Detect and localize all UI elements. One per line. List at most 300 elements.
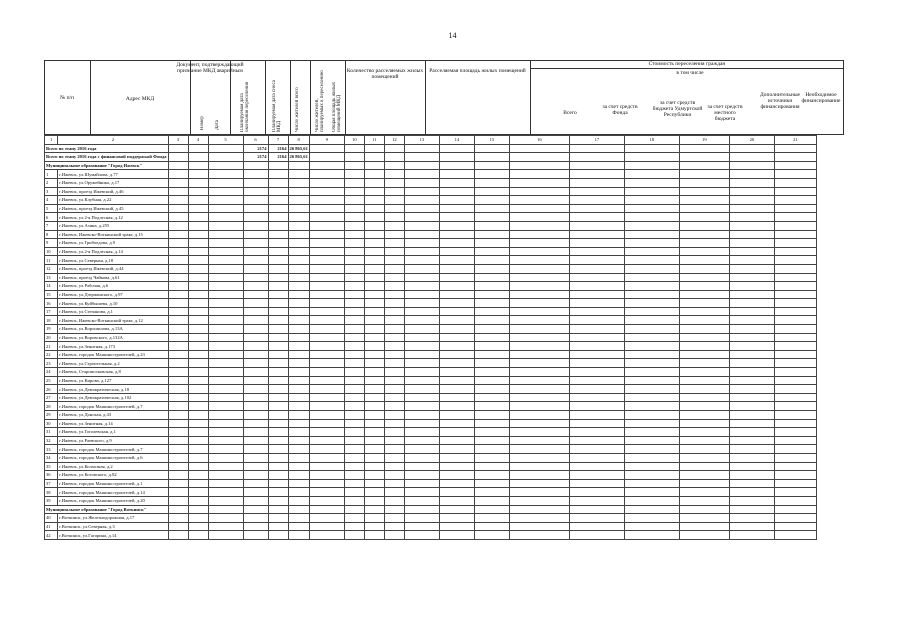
- table-cell: [439, 350, 474, 359]
- table-cell: [188, 213, 208, 222]
- header-cost-fund: за счет средств Фонда: [602, 104, 638, 116]
- table-cell: [624, 385, 679, 394]
- table-cell: [288, 290, 309, 299]
- table-cell: [288, 170, 309, 179]
- table-cell: [404, 496, 439, 505]
- table-cell: [474, 221, 509, 230]
- table-cell: [344, 411, 364, 420]
- row-address: г.Ижевск, ул.Воровского, д.132А: [58, 333, 168, 342]
- table-row: [45, 462, 817, 471]
- table-cell: [474, 316, 509, 325]
- table-cell: [774, 496, 816, 505]
- table-cell: [168, 213, 188, 222]
- row-number: 33: [45, 445, 58, 454]
- table-cell: [679, 479, 729, 488]
- table-cell: [569, 436, 624, 445]
- row-number: 23: [45, 359, 58, 368]
- table-cell: [774, 221, 816, 230]
- table-cell: [344, 505, 364, 514]
- table-cell: [384, 505, 404, 514]
- table-cell: [168, 359, 188, 368]
- table-cell: [474, 239, 509, 248]
- table-cell: [624, 221, 679, 230]
- table-cell: [384, 462, 404, 471]
- table-cell: [384, 204, 404, 213]
- table-cell: [729, 213, 774, 222]
- table-cell: [474, 385, 509, 394]
- table-cell: [243, 445, 268, 454]
- table-cell: [404, 342, 439, 351]
- table-cell: [679, 376, 729, 385]
- table-row: [45, 514, 817, 523]
- column-number: 14: [439, 136, 474, 145]
- table-cell: [243, 239, 268, 248]
- table-cell: [774, 428, 816, 437]
- table-cell: [439, 144, 474, 153]
- row-number: 32: [45, 436, 58, 445]
- table-cell: [168, 239, 188, 248]
- table-cell: 2164: [268, 144, 288, 153]
- table-cell: [384, 514, 404, 523]
- table-cell: [679, 436, 729, 445]
- table-cell: [624, 376, 679, 385]
- table-cell: [509, 273, 569, 282]
- table-cell: [729, 393, 774, 402]
- table-cell: [208, 196, 243, 205]
- table-cell: [208, 307, 243, 316]
- table-cell: [439, 170, 474, 179]
- table-cell: [439, 307, 474, 316]
- table-cell: [188, 239, 208, 248]
- row-number: 20: [45, 333, 58, 342]
- table-cell: [384, 531, 404, 540]
- table-cell: [569, 178, 624, 187]
- table-cell: [509, 325, 569, 334]
- table-cell: [774, 479, 816, 488]
- total-row: [45, 153, 817, 162]
- table-cell: [474, 428, 509, 437]
- table-cell: [624, 144, 679, 153]
- row-number: 38: [45, 488, 58, 497]
- table-row: [45, 196, 817, 205]
- header-planned-demolition: Планируемая дата сноса МКД: [272, 79, 282, 132]
- table-cell: [344, 221, 364, 230]
- table-cell: [509, 144, 569, 153]
- table-cell: [404, 187, 439, 196]
- table-cell: [309, 505, 344, 514]
- table-cell: [208, 221, 243, 230]
- table-cell: [344, 230, 364, 239]
- table-cell: [404, 290, 439, 299]
- table-cell: [729, 428, 774, 437]
- table-cell: [679, 505, 729, 514]
- table-cell: [168, 299, 188, 308]
- table-cell: [509, 333, 569, 342]
- table-cell: [509, 247, 569, 256]
- table-cell: [309, 256, 344, 265]
- table-row: [45, 411, 817, 420]
- table-cell: [474, 153, 509, 162]
- row-number: 6: [45, 213, 58, 222]
- table-cell: [774, 170, 816, 179]
- table-cell: [729, 178, 774, 187]
- table-cell: [188, 428, 208, 437]
- table-cell: [364, 496, 384, 505]
- table-cell: [679, 204, 729, 213]
- header-total-area: Общая площадь жилых помещений МКД: [332, 81, 342, 132]
- table-cell: [404, 170, 439, 179]
- table-cell: [404, 514, 439, 523]
- table-cell: [344, 196, 364, 205]
- row-number: 42: [45, 531, 58, 540]
- table-cell: [474, 290, 509, 299]
- table-cell: [404, 264, 439, 273]
- row-number: 29: [45, 411, 58, 420]
- row-number: 1: [45, 170, 58, 179]
- table-cell: [364, 256, 384, 265]
- table-cell: [288, 385, 309, 394]
- table-cell: [364, 239, 384, 248]
- table-cell: [774, 264, 816, 273]
- table-cell: [168, 496, 188, 505]
- table-cell: [569, 531, 624, 540]
- table-cell: [243, 273, 268, 282]
- row-number: 34: [45, 453, 58, 462]
- table-cell: [474, 342, 509, 351]
- table-cell: [569, 316, 624, 325]
- table-cell: [268, 531, 288, 540]
- header-divider: [290, 60, 291, 135]
- table-cell: [774, 213, 816, 222]
- table-cell: [679, 445, 729, 454]
- table-cell: [384, 316, 404, 325]
- table-cell: [344, 436, 364, 445]
- table-cell: [729, 514, 774, 523]
- row-address: г.Ижевск, городок Машиностроителей, д.20: [58, 496, 168, 505]
- table-cell: [729, 256, 774, 265]
- table-cell: [288, 419, 309, 428]
- table-cell: [364, 359, 384, 368]
- table-cell: [309, 221, 344, 230]
- table-cell: [569, 221, 624, 230]
- table-cell: [384, 471, 404, 480]
- table-cell: [168, 342, 188, 351]
- header-doc-number: Номер: [200, 116, 205, 130]
- table-cell: [208, 522, 243, 531]
- table-cell: [188, 453, 208, 462]
- table-cell: [404, 505, 439, 514]
- table-cell: [624, 350, 679, 359]
- table-cell: [243, 428, 268, 437]
- table-cell: [679, 178, 729, 187]
- table-cell: [404, 325, 439, 334]
- table-cell: [729, 161, 774, 170]
- table-row: [45, 256, 817, 265]
- table-cell: [474, 333, 509, 342]
- table-cell: [344, 462, 364, 471]
- table-cell: [384, 144, 404, 153]
- table-cell: [188, 153, 208, 162]
- table-cell: [439, 187, 474, 196]
- table-row: [45, 393, 817, 402]
- table-cell: [624, 445, 679, 454]
- table-cell: [774, 514, 816, 523]
- table-cell: [624, 368, 679, 377]
- table-row: [45, 239, 817, 248]
- table-cell: [168, 445, 188, 454]
- table-cell: [509, 462, 569, 471]
- row-number: 41: [45, 522, 58, 531]
- table-cell: [268, 522, 288, 531]
- table-cell: [384, 221, 404, 230]
- table-cell: [569, 462, 624, 471]
- table-cell: [243, 496, 268, 505]
- table-cell: [364, 178, 384, 187]
- table-cell: [384, 376, 404, 385]
- table-cell: [569, 144, 624, 153]
- table-cell: [309, 153, 344, 162]
- table-cell: [208, 239, 243, 248]
- table-cell: [384, 350, 404, 359]
- table-cell: [439, 282, 474, 291]
- table-cell: [509, 187, 569, 196]
- table-cell: [404, 307, 439, 316]
- table-cell: [509, 522, 569, 531]
- table-cell: [364, 428, 384, 437]
- table-cell: [774, 325, 816, 334]
- table-cell: [243, 187, 268, 196]
- table-cell: [624, 342, 679, 351]
- table-cell: [729, 453, 774, 462]
- table-cell: [188, 488, 208, 497]
- table-row: [45, 376, 817, 385]
- table-row: [45, 221, 817, 230]
- row-number: 5: [45, 204, 58, 213]
- table-cell: [188, 333, 208, 342]
- table-row: [45, 299, 817, 308]
- table-cell: [679, 161, 729, 170]
- table-cell: [168, 204, 188, 213]
- table-cell: [208, 187, 243, 196]
- table-cell: [243, 282, 268, 291]
- table-cell: [439, 393, 474, 402]
- section-row: [45, 505, 817, 514]
- table-cell: [384, 522, 404, 531]
- table-cell: [474, 445, 509, 454]
- table-cell: [288, 514, 309, 523]
- table-cell: [404, 221, 439, 230]
- table-cell: [679, 385, 729, 394]
- table-cell: [288, 359, 309, 368]
- table-cell: [188, 393, 208, 402]
- row-address: г.Ижевск, ул.Оружейника, д.17: [58, 178, 168, 187]
- table-cell: [679, 307, 729, 316]
- row-number: 28: [45, 402, 58, 411]
- table-cell: [439, 316, 474, 325]
- table-cell: [569, 299, 624, 308]
- header-rooms-count: Количество расселяемых жилых помещений: [346, 68, 424, 80]
- header-cost-extra2: Необходимое финансирование: [801, 92, 841, 104]
- table-cell: [268, 239, 288, 248]
- table-cell: [208, 479, 243, 488]
- table-cell: [309, 376, 344, 385]
- table-cell: [188, 436, 208, 445]
- table-cell: [288, 196, 309, 205]
- table-cell: [509, 230, 569, 239]
- table-cell: [344, 376, 364, 385]
- table-cell: [288, 445, 309, 454]
- table-cell: [288, 161, 309, 170]
- table-cell: [288, 239, 309, 248]
- table-cell: [729, 230, 774, 239]
- table-cell: [569, 402, 624, 411]
- table-cell: [404, 445, 439, 454]
- table-cell: [474, 479, 509, 488]
- table-cell: [624, 299, 679, 308]
- row-address: г.Ижевск, ул.Азина, д.255: [58, 221, 168, 230]
- row-number: 3: [45, 187, 58, 196]
- row-address: г.Ижевск, городок Машиностроителей, д.6: [58, 453, 168, 462]
- table-cell: [439, 368, 474, 377]
- table-cell: [288, 522, 309, 531]
- table-cell: [344, 333, 364, 342]
- table-cell: [288, 350, 309, 359]
- table-cell: [384, 359, 404, 368]
- table-cell: [439, 479, 474, 488]
- row-number: 21: [45, 342, 58, 351]
- table-cell: [208, 213, 243, 222]
- table-cell: [384, 299, 404, 308]
- table-row: [45, 264, 817, 273]
- table-cell: [188, 187, 208, 196]
- table-cell: [729, 333, 774, 342]
- row-number: 11: [45, 256, 58, 265]
- table-cell: [188, 462, 208, 471]
- row-address: г.Ижевск, ул.Демократическая, д.102: [58, 393, 168, 402]
- row-address: г.Ижевск, городок Машиностроителей, д.23: [58, 350, 168, 359]
- table-cell: [188, 307, 208, 316]
- table-cell: [404, 316, 439, 325]
- column-number: 11: [364, 136, 384, 145]
- table-cell: [384, 213, 404, 222]
- row-number: 18: [45, 316, 58, 325]
- table-cell: [188, 264, 208, 273]
- table-cell: [404, 436, 439, 445]
- table-cell: [729, 411, 774, 420]
- table-cell: [344, 256, 364, 265]
- table-cell: [384, 273, 404, 282]
- table-cell: [774, 368, 816, 377]
- table-cell: [168, 385, 188, 394]
- row-address: г.Ижевск, ул.Колхозная, д.2: [58, 462, 168, 471]
- table-cell: [344, 471, 364, 480]
- table-cell: [569, 213, 624, 222]
- table-cell: [268, 436, 288, 445]
- table-cell: [404, 385, 439, 394]
- row-address: г.Воткинск, ул.Железнодорожная, д.17: [58, 514, 168, 523]
- table-cell: [309, 239, 344, 248]
- row-address: г.Ижевск, проезд Чайкова, д.61: [58, 273, 168, 282]
- table-cell: [439, 531, 474, 540]
- table-cell: [208, 402, 243, 411]
- table-cell: [679, 359, 729, 368]
- table-cell: [624, 170, 679, 179]
- table-cell: [384, 428, 404, 437]
- table-row: [45, 445, 817, 454]
- table-cell: [774, 178, 816, 187]
- table-cell: [188, 273, 208, 282]
- table-cell: [729, 299, 774, 308]
- table-cell: [624, 273, 679, 282]
- table-cell: [243, 325, 268, 334]
- table-cell: [168, 376, 188, 385]
- row-number: 26: [45, 385, 58, 394]
- table-cell: [679, 496, 729, 505]
- row-address: г.Ижевск, проезд Ижевский, д.44: [58, 264, 168, 273]
- table-cell: [268, 445, 288, 454]
- table-cell: [729, 462, 774, 471]
- table-cell: [364, 299, 384, 308]
- table-cell: [168, 333, 188, 342]
- row-number: 10: [45, 247, 58, 256]
- table-cell: [268, 273, 288, 282]
- table-cell: [288, 247, 309, 256]
- table-cell: [624, 428, 679, 437]
- table-cell: [679, 316, 729, 325]
- table-cell: [774, 505, 816, 514]
- table-cell: [439, 453, 474, 462]
- table-cell: [243, 453, 268, 462]
- table-cell: [729, 359, 774, 368]
- table-cell: [208, 359, 243, 368]
- table-cell: [404, 230, 439, 239]
- row-label: Всего по этапу 2016 года с финансовой поддержкой Фонда: [46, 154, 167, 160]
- table-cell: [364, 325, 384, 334]
- table-cell: [168, 170, 188, 179]
- table-cell: [268, 411, 288, 420]
- table-cell: [208, 316, 243, 325]
- table-cell: [344, 368, 364, 377]
- table-cell: [624, 282, 679, 291]
- table-cell: [243, 333, 268, 342]
- table-cell: [309, 247, 344, 256]
- table-cell: [679, 247, 729, 256]
- table-cell: [679, 325, 729, 334]
- table-cell: [474, 411, 509, 420]
- table-cell: [344, 273, 364, 282]
- table-cell: [384, 368, 404, 377]
- table-cell: [729, 170, 774, 179]
- row-number: 19: [45, 325, 58, 334]
- table-cell: [624, 419, 679, 428]
- table-cell: [624, 264, 679, 273]
- table-cell: [729, 187, 774, 196]
- table-cell: [439, 522, 474, 531]
- table-cell: [168, 453, 188, 462]
- table-cell: [509, 488, 569, 497]
- table-cell: [729, 522, 774, 531]
- table-cell: [439, 471, 474, 480]
- table-cell: [364, 445, 384, 454]
- table-cell: [344, 325, 364, 334]
- table-cell: [188, 316, 208, 325]
- table-cell: [474, 196, 509, 205]
- table-cell: [624, 514, 679, 523]
- table-cell: [309, 453, 344, 462]
- row-address: г.Ижевск, городок Машиностроителей, д.1: [58, 479, 168, 488]
- table-cell: [268, 307, 288, 316]
- table-cell: [679, 428, 729, 437]
